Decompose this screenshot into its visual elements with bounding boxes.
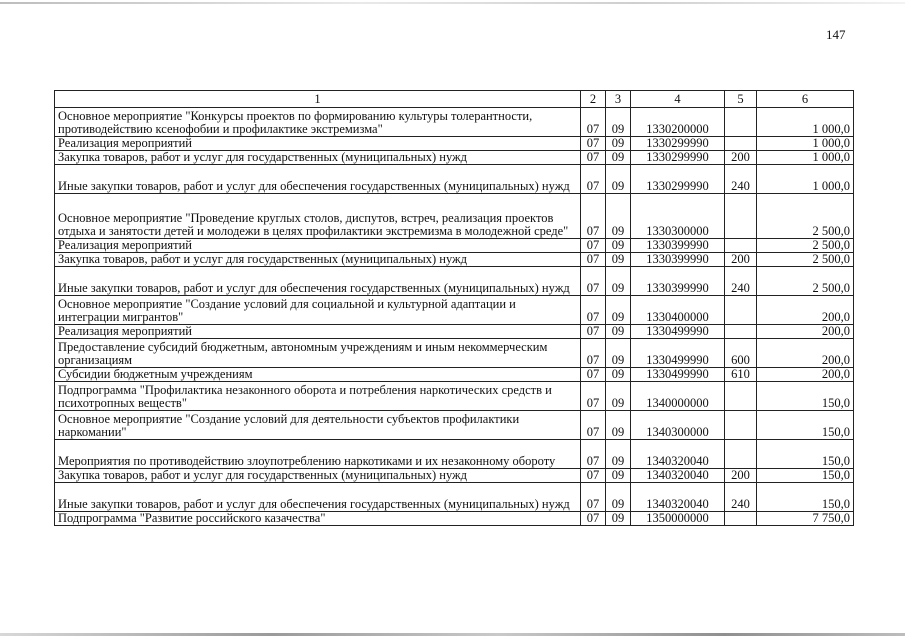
row-expense-type: [725, 325, 757, 339]
row-section: 07: [581, 469, 606, 483]
row-target-code: 1340320040: [631, 440, 725, 469]
row-section: 07: [581, 151, 606, 165]
row-expense-type: 600: [725, 339, 757, 368]
row-section: 07: [581, 137, 606, 151]
table-row: [55, 194, 854, 239]
table-row: [55, 512, 854, 526]
row-amount: 200,0: [757, 339, 854, 368]
row-expense-type: [725, 108, 757, 137]
row-amount: 200,0: [757, 325, 854, 339]
header-col-6: 6: [757, 91, 854, 108]
row-amount: 150,0: [757, 440, 854, 469]
row-target-code: 1340300000: [631, 411, 725, 440]
header-row: [55, 91, 854, 108]
row-subsection: 09: [606, 253, 631, 267]
row-expense-type: [725, 137, 757, 151]
row-subsection: 09: [606, 440, 631, 469]
row-expense-type: [725, 440, 757, 469]
row-amount: 200,0: [757, 296, 854, 325]
scan-edge-bottom: [0, 633, 905, 636]
row-expense-type: [725, 512, 757, 526]
row-section: 07: [581, 440, 606, 469]
row-name: Подпрограмма "Развитие российского казачества": [55, 512, 581, 526]
row-name: Иные закупки товаров, работ и услуг для обеспечения государственных (муниципальных) нужд: [55, 267, 581, 296]
row-expense-type: 240: [725, 267, 757, 296]
row-amount: 1 000,0: [757, 165, 854, 194]
row-target-code: 1330499990: [631, 368, 725, 382]
row-subsection: 09: [606, 483, 631, 512]
row-section: 07: [581, 368, 606, 382]
row-amount: 1 000,0: [757, 137, 854, 151]
row-section: 07: [581, 239, 606, 253]
row-subsection: 09: [606, 296, 631, 325]
row-section: 07: [581, 325, 606, 339]
row-name: Субсидии бюджетным учреждениям: [55, 368, 581, 382]
row-section: 07: [581, 296, 606, 325]
row-name: Основное мероприятие "Создание условий для деятельности субъектов профилактики наркомании": [55, 411, 581, 440]
row-name: Основное мероприятие "Проведение круглых столов, диспутов, встреч, реализация проектов отдыха и занятости детей и молодежи в целях профилактики экстремизма в молодежной среде": [55, 194, 581, 239]
row-amount: 2 500,0: [757, 253, 854, 267]
row-subsection: 09: [606, 194, 631, 239]
table-row: [55, 339, 854, 368]
table-row: [55, 440, 854, 469]
row-amount: 150,0: [757, 382, 854, 411]
table-row: [55, 382, 854, 411]
row-target-code: 1340320040: [631, 483, 725, 512]
scan-edge-top: [0, 2, 905, 4]
row-target-code: 1340320040: [631, 469, 725, 483]
row-name: Закупка товаров, работ и услуг для государственных (муниципальных) нужд: [55, 469, 581, 483]
header-col-1: 1: [55, 91, 581, 108]
table-row: [55, 267, 854, 296]
budget-table: [54, 90, 854, 526]
row-expense-type: 610: [725, 368, 757, 382]
row-target-code: 1330399990: [631, 267, 725, 296]
row-target-code: 1330299990: [631, 137, 725, 151]
row-section: 07: [581, 411, 606, 440]
row-target-code: 1330299990: [631, 165, 725, 194]
header-col-4: 4: [631, 91, 725, 108]
row-target-code: 1330499990: [631, 325, 725, 339]
row-name: Закупка товаров, работ и услуг для государственных (муниципальных) нужд: [55, 253, 581, 267]
row-subsection: 09: [606, 411, 631, 440]
row-name: Основное мероприятие "Конкурсы проектов по формированию культуры толерантности, противодействию ксенофобии и профилактике экстремизма": [55, 108, 581, 137]
row-subsection: 09: [606, 339, 631, 368]
page-number: 147: [826, 27, 846, 42]
row-target-code: 1330399990: [631, 253, 725, 267]
row-target-code: 1330300000: [631, 194, 725, 239]
row-name: Иные закупки товаров, работ и услуг для обеспечения государственных (муниципальных) нужд: [55, 165, 581, 194]
row-amount: 1 000,0: [757, 151, 854, 165]
table-row: [55, 239, 854, 253]
row-section: 07: [581, 194, 606, 239]
header-col-5: 5: [725, 91, 757, 108]
row-amount: 150,0: [757, 483, 854, 512]
row-expense-type: [725, 194, 757, 239]
row-subsection: 09: [606, 267, 631, 296]
row-section: 07: [581, 339, 606, 368]
row-name: Реализация мероприятий: [55, 239, 581, 253]
row-target-code: 1340000000: [631, 382, 725, 411]
row-name: Основное мероприятие "Создание условий для социальной и культурной адаптации и интеграции мигрантов": [55, 296, 581, 325]
row-target-code: 1330200000: [631, 108, 725, 137]
header-col-3: 3: [606, 91, 631, 108]
row-expense-type: 240: [725, 483, 757, 512]
row-subsection: 09: [606, 382, 631, 411]
row-expense-type: [725, 411, 757, 440]
row-subsection: 09: [606, 512, 631, 526]
table-row: [55, 151, 854, 165]
row-name: Мероприятия по противодействию злоупотреблению наркотиками и их незаконному обороту: [55, 440, 581, 469]
row-name: Реализация мероприятий: [55, 325, 581, 339]
table-row: [55, 137, 854, 151]
row-section: 07: [581, 108, 606, 137]
row-expense-type: [725, 296, 757, 325]
row-amount: 150,0: [757, 469, 854, 483]
row-subsection: 09: [606, 151, 631, 165]
row-expense-type: 200: [725, 151, 757, 165]
table-row: [55, 368, 854, 382]
row-amount: 200,0: [757, 368, 854, 382]
table-row: [55, 411, 854, 440]
row-section: 07: [581, 382, 606, 411]
row-amount: 1 000,0: [757, 108, 854, 137]
row-amount: 2 500,0: [757, 267, 854, 296]
row-amount: 150,0: [757, 411, 854, 440]
row-subsection: 09: [606, 165, 631, 194]
table-row: [55, 296, 854, 325]
row-name: Реализация мероприятий: [55, 137, 581, 151]
row-amount: 2 500,0: [757, 194, 854, 239]
row-expense-type: 200: [725, 469, 757, 483]
row-name: Подпрограмма "Профилактика незаконного оборота и потребления наркотических средств и психотропных веществ": [55, 382, 581, 411]
row-target-code: 1330299990: [631, 151, 725, 165]
row-name: Закупка товаров, работ и услуг для государственных (муниципальных) нужд: [55, 151, 581, 165]
table-row: [55, 469, 854, 483]
table-row: [55, 165, 854, 194]
row-subsection: 09: [606, 469, 631, 483]
table-row: [55, 253, 854, 267]
header-col-2: 2: [581, 91, 606, 108]
row-section: 07: [581, 483, 606, 512]
row-subsection: 09: [606, 368, 631, 382]
row-amount: 7 750,0: [757, 512, 854, 526]
row-target-code: 1350000000: [631, 512, 725, 526]
row-target-code: 1330399990: [631, 239, 725, 253]
row-name: Иные закупки товаров, работ и услуг для обеспечения государственных (муниципальных) нужд: [55, 483, 581, 512]
row-section: 07: [581, 267, 606, 296]
row-expense-type: [725, 382, 757, 411]
row-section: 07: [581, 253, 606, 267]
row-target-code: 1330400000: [631, 296, 725, 325]
row-amount: 2 500,0: [757, 239, 854, 253]
row-expense-type: 200: [725, 253, 757, 267]
row-name: Предоставление субсидий бюджетным, автономным учреждениям и иным некоммерческим организациям: [55, 339, 581, 368]
row-section: 07: [581, 512, 606, 526]
row-subsection: 09: [606, 325, 631, 339]
row-subsection: 09: [606, 239, 631, 253]
row-subsection: 09: [606, 108, 631, 137]
row-section: 07: [581, 165, 606, 194]
table-row: [55, 483, 854, 512]
row-subsection: 09: [606, 137, 631, 151]
table-row: [55, 325, 854, 339]
row-expense-type: 240: [725, 165, 757, 194]
row-expense-type: [725, 239, 757, 253]
row-target-code: 1330499990: [631, 339, 725, 368]
table-row: [55, 108, 854, 137]
